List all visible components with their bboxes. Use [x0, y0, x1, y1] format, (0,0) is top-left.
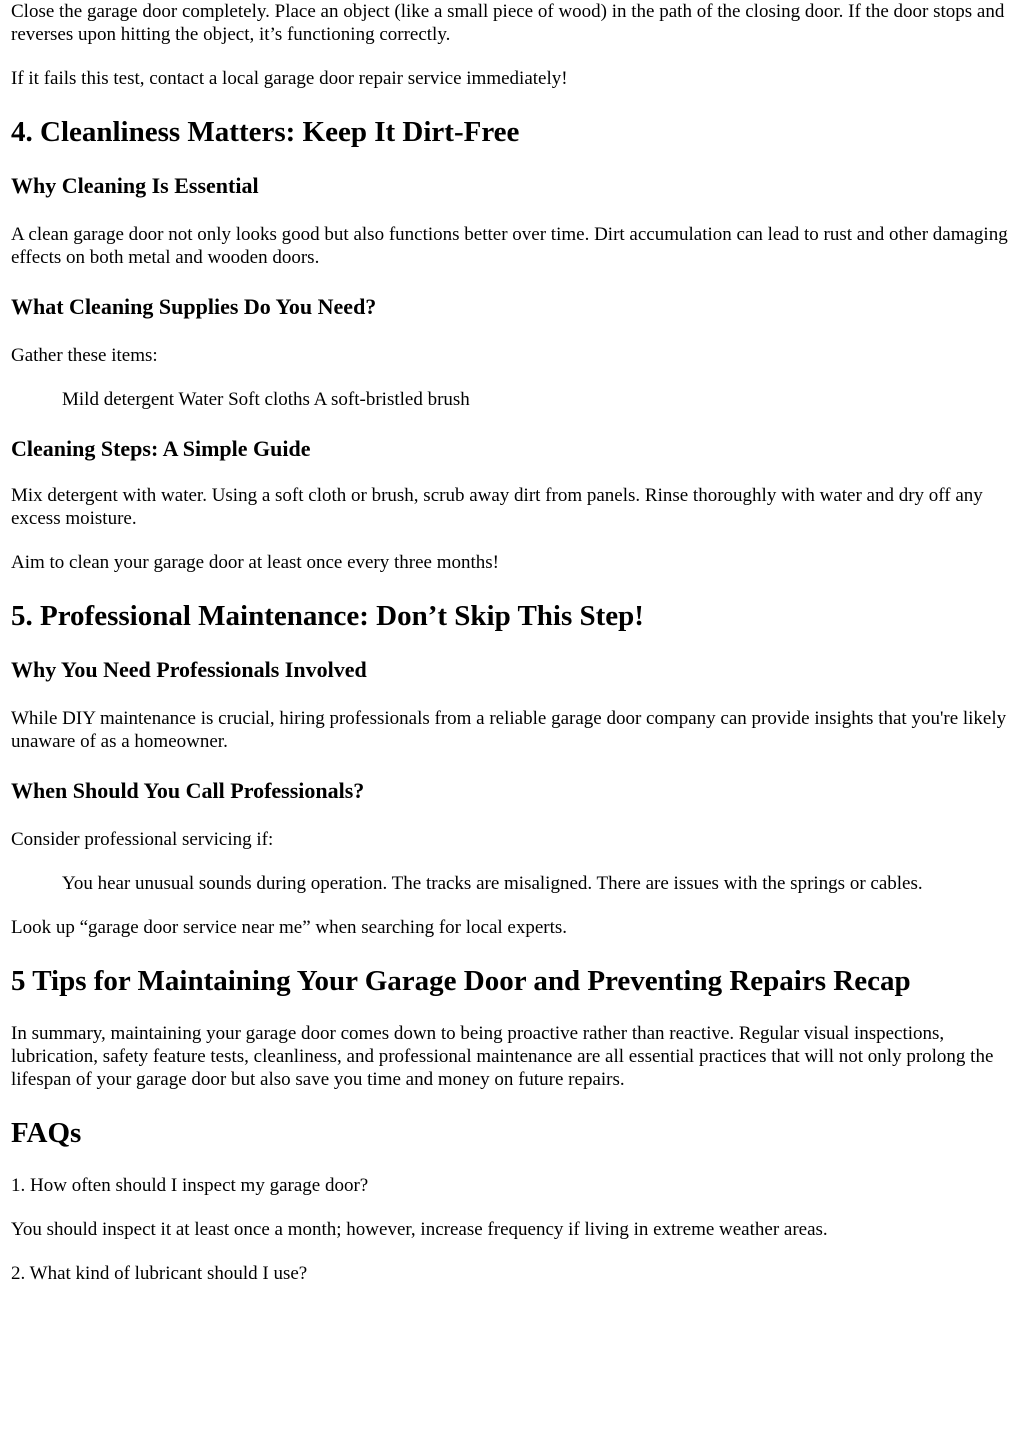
faq-question-2: 2. What kind of lubricant should I use?	[11, 1263, 308, 1284]
intro-paragraph-warning: If it fails this test, contact a local garage door repair service immediately!	[11, 68, 568, 89]
section-5-heading: 5. Professional Maintenance: Don’t Skip This Step!	[11, 600, 644, 632]
section-4-why-text: A clean garage door not only looks good but also functions better over time. Dirt accumulation can lead to rust and other damaging effects on both metal and wooden doors.	[11, 224, 1008, 268]
recap-heading: 5 Tips for Maintaining Your Garage Door and Preventing Repairs Recap	[11, 965, 911, 997]
section-4-supplies-text: Gather these items:	[11, 345, 158, 366]
section-5-subheading-when: When Should You Call Professionals?	[11, 778, 365, 803]
section-5-search-tip: Look up “garage door service near me” when searching for local experts.	[11, 917, 568, 938]
section-4-heading: 4. Cleanliness Matters: Keep It Dirt-Free	[11, 116, 520, 148]
section-5-subheading-why: Why You Need Professionals Involved	[11, 657, 367, 682]
section-4-steps-text: Mix detergent with water. Using a soft cloth or brush, scrub away dirt from panels. Rinse thoroughly with water and dry off any excess moisture.	[11, 485, 983, 529]
faq-answer-1: You should inspect it at least once a month; however, increase frequency if living in extreme weather areas.	[11, 1219, 828, 1240]
recap-text: In summary, maintaining your garage door comes down to being proactive rather than reactive. Regular visual inspections, lubrication, safety feature tests, cleanliness, and professional maintenance are all essential practices that will not only prolong the lifespan of your garage door but also save you time and money on future repairs.	[11, 1023, 994, 1090]
faqs-heading: FAQs	[11, 1117, 82, 1149]
section-4-supplies-list: Mild detergent Water Soft cloths A soft-bristled brush	[62, 389, 470, 410]
section-4-subheading-supplies: What Cleaning Supplies Do You Need?	[11, 294, 377, 319]
section-5-when-list: You hear unusual sounds during operation. The tracks are misaligned. There are issues with the springs or cables.	[62, 873, 923, 894]
section-5-why-text: While DIY maintenance is crucial, hiring professionals from a reliable garage door company can provide insights that you're likely unaware of as a homeowner.	[11, 708, 1007, 752]
section-5-when-text: Consider professional servicing if:	[11, 829, 274, 850]
intro-paragraph-test: Close the garage door completely. Place an object (like a small piece of wood) in the path of the closing door. If the door stops and reverses upon hitting the object, it’s functioning correctly.	[11, 1, 1005, 45]
section-4-steps-note: Aim to clean your garage door at least once every three months!	[11, 552, 500, 573]
section-4-subheading-why: Why Cleaning Is Essential	[11, 173, 259, 198]
faq-question-1: 1. How often should I inspect my garage door?	[11, 1175, 369, 1196]
section-4-subheading-steps: Cleaning Steps: A Simple Guide	[11, 436, 311, 461]
